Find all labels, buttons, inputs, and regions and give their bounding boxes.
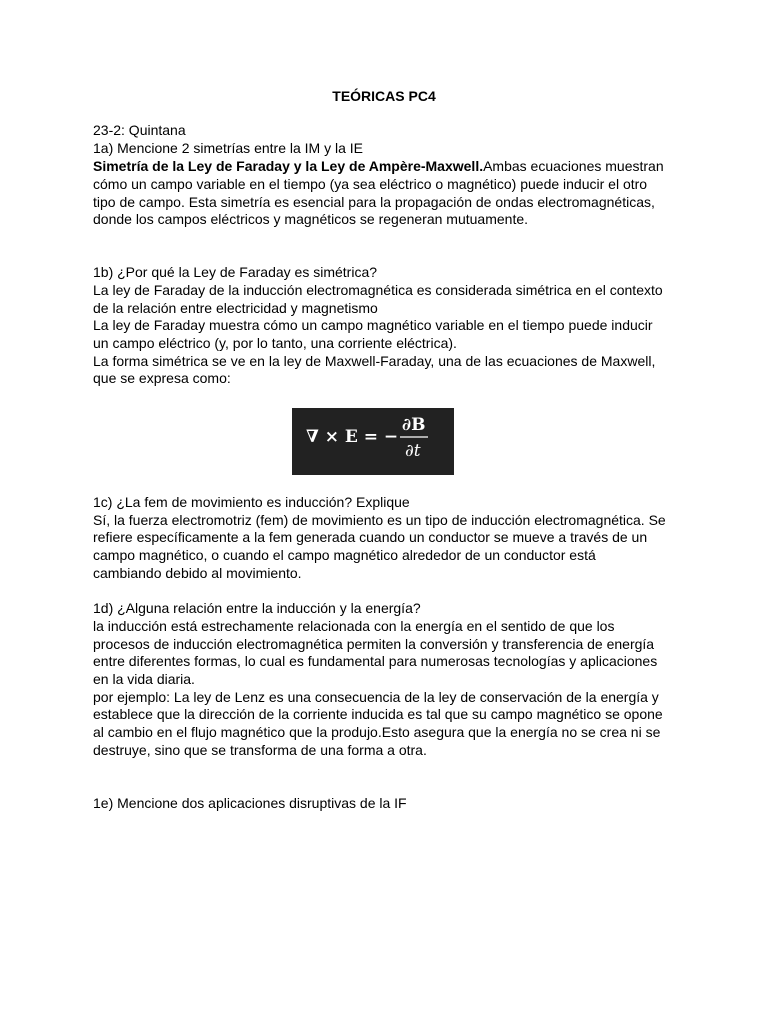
- answer-1a-line-4: donde los campos eléctricos y magnéticos se regeneran mutuamente.: [93, 211, 529, 227]
- maxwell-faraday-equation-image: [292, 408, 454, 475]
- answer-1d-line-6: establece que la dirección de la corriente inducida es tal que su campo magnético se opone: [93, 706, 663, 722]
- answer-1a-line-2: cómo un campo variable en el tiempo (ya sea eléctrico o magnético) puede inducir el otro: [93, 176, 648, 192]
- answer-1a-bold-heading: Simetría de la Ley de Faraday y la Ley de Ampère-Maxwell.: [93, 158, 484, 174]
- answer-1c-line-4: cambiando debido al movimiento.: [93, 565, 302, 581]
- question-1e: 1e) Mencione dos aplicaciones disruptivas de la IF: [93, 795, 407, 811]
- answer-1d-line-7: al cambio en el flujo magnético que la produjo.Esto asegura que la energía no se crea ni se: [93, 724, 661, 740]
- answer-1d-line-2: procesos de inducción electromagnética permiten la conversión y transferencia de energía: [93, 636, 655, 652]
- question-1b: 1b) ¿Por qué la Ley de Faraday es simétrica?: [93, 264, 378, 280]
- answer-1b-line-6: que se expresa como:: [93, 370, 231, 386]
- answer-1c-line-2: refiere específicamente a la fem generada cuando un conductor se mueve a través de un: [93, 529, 648, 545]
- answer-1d-line-1: la inducción está estrechamente relacionada con la energía en el sentido de que los: [93, 618, 615, 634]
- question-1c: 1c) ¿La fem de movimiento es inducción? Explique: [93, 494, 410, 510]
- equation-denominator: ∂t: [405, 441, 421, 461]
- question-1d: 1d) ¿Alguna relación entre la inducción y la energía?: [93, 600, 421, 616]
- answer-1b-line-1: La ley de Faraday de la inducción electromagnética es considerada simétrica en el contexto: [93, 282, 663, 298]
- equation-graphic: [292, 408, 454, 475]
- answer-1b-line-3: La ley de Faraday muestra cómo un campo magnético variable en el tiempo puede inducir: [93, 317, 653, 333]
- answer-1c-line-3: campo magnético, o cuando el campo magnético alrededor de un conductor está: [93, 547, 596, 563]
- answer-1b-line-4: un campo eléctrico (y, por lo tanto, una corriente eléctrica).: [93, 335, 457, 351]
- page-title: TEÓRICAS PC4: [332, 88, 436, 104]
- answer-1d-line-8: destruye, sino que se transforma de una forma a otra.: [93, 742, 427, 758]
- answer-1d-line-5: por ejemplo: La ley de Lenz es una consecuencia de la ley de conservación de la energía y: [93, 689, 659, 705]
- answer-1a-line-3: tipo de campo. Esta simetría es esencial para la propagación de ondas electromagnéticas,: [93, 194, 655, 210]
- answer-1b-line-5: La forma simétrica se ve en la ley de Maxwell-Faraday, una de las ecuaciones de Maxwell,: [93, 353, 656, 369]
- header-line: 23-2: Quintana: [93, 122, 186, 138]
- answer-1d-line-4: en la vida diaria.: [93, 671, 195, 687]
- answer-1c-line-1: Sí, la fuerza electromotriz (fem) de movimiento es un tipo de inducción electromagnética. Se: [93, 512, 666, 528]
- question-1a: 1a) Mencione 2 simetrías entre la IM y la IE: [93, 140, 363, 156]
- equation-numerator: ∂B: [402, 415, 426, 435]
- answer-1d-line-3: entre diferentes formas, lo cual es fundamental para numerosas tecnologías y aplicaciones: [93, 653, 658, 669]
- equation-lhs: ∇ × E = −: [306, 427, 399, 447]
- answer-1a-line-1-text: Ambas ecuaciones muestran: [483, 158, 664, 174]
- answer-1b-line-2: de la relación entre electricidad y magnetismo: [93, 300, 378, 316]
- answer-1a-line-1: [93, 158, 664, 176]
